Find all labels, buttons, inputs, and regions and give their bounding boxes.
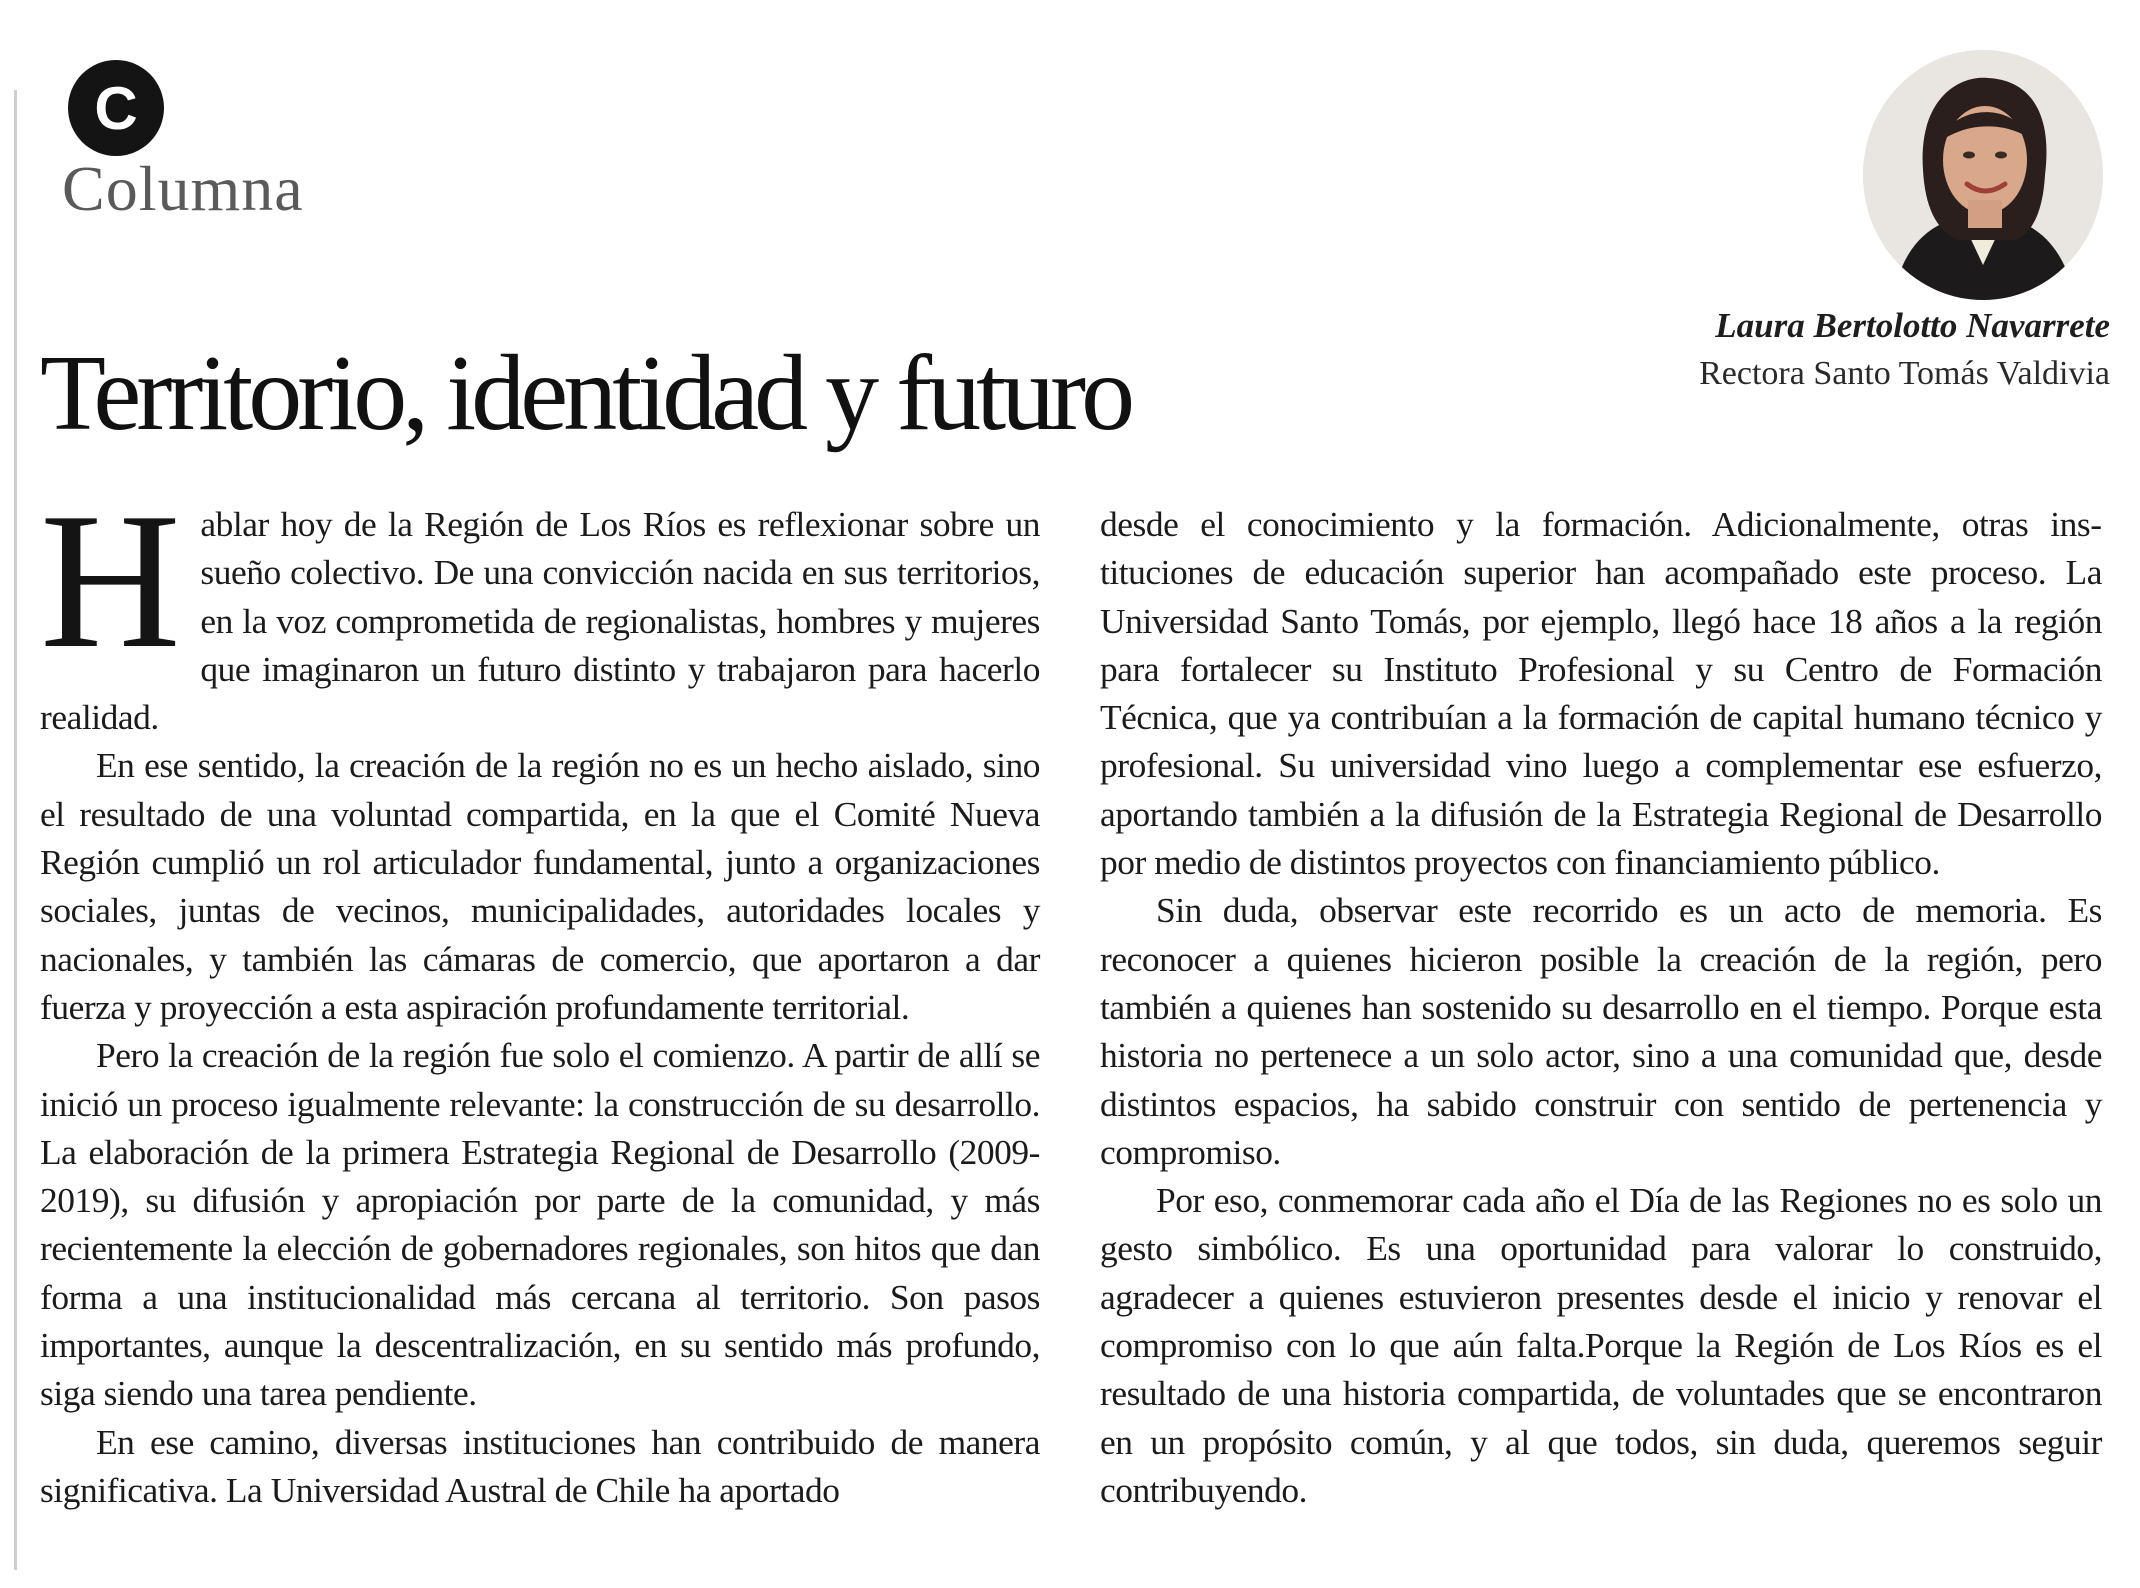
author-name: Laura Bertolotto Navarrete	[1715, 306, 2110, 345]
article-paragraph: Pero la creación de la región fue solo el comienzo. A partir de allí se inició un proceso igualmente relevante: la construcción de su desarrollo. La elaboración de la primera Estrategia Regional de Desarrollo (2009-2019), su difusión y apropiación por parte de la comunidad, y más recientemente la elección de gobernadores regionales, son hitos que dan forma a una institucionalidad más cercana al territorio. Son pasos importantes, aunque la descentralización, en su sentido más profundo, siga siendo una tarea pendiente.	[40, 1035, 1040, 1414]
article-paragraph: desde el conocimiento y la formación. Adicionalmente, otras instituciones de educación superior han acompañado este proceso. La Universidad Santo Tomás, por ejemplo, llegó hace 18 años a la región para fortalecer su Instituto Profesional y su Centro de Formación Técnica, que ya contribuían a la formación de capital humano técnico y profesional. Su universidad vino luego a complementar ese esfuerzo, aportando también a la difusión de la Estrategia Regional de Desarrollo por medio de distintos proyectos con financiamiento público.	[1100, 504, 2102, 883]
badge-letter: C	[94, 74, 138, 142]
article-column-right	[1100, 500, 2102, 1514]
author-photo	[1863, 50, 2103, 300]
article-paragraph: Sin duda, observar este recorrido es un acto de memoria. Es reconocer a quienes hicieron posible la creación de la región, pero también a quienes han sostenido su desarrollo en el tiempo. Porque esta historia no pertenece a un solo actor, sino a una comunidad que, desde distintos espacios, ha sabido construir con sentido de pertenencia y compromiso.	[1100, 890, 2102, 1172]
article-paragraph: En ese sentido, la creación de la región no es un hecho aislado, sino el resultado de una voluntad compartida, en la que el Comité Nueva Región cumplió un rol articulador fundamental, junto a organizaciones sociales, juntas de vecinos, municipalidades, autoridades locales y nacionales, y también las cámaras de comercio, que aportaron a dar fuerza y proyección a esta aspiración profundamente territorial.	[40, 745, 1040, 1027]
drop-cap: H	[40, 473, 181, 689]
left-column-rule	[14, 90, 17, 1570]
article-paragraph	[40, 473, 1040, 741]
article-column-left	[40, 473, 1040, 1514]
author-role: Rectora Santo Tomás Valdivia	[1699, 355, 2110, 392]
section-label: Columna	[62, 153, 304, 224]
author-portrait-icon	[1863, 50, 2103, 300]
article-paragraph: Por eso, conmemorar cada año el Día de las Regiones no es solo un gesto simbólico. Es una oportunidad para valorar lo construido, agradecer a quienes estuvieron presentes desde el inicio y renovar el compromiso con lo que aún falta.Porque la Región de Los Ríos es el resultado de una historia compartida, de voluntades que se encontraron en un propósito común, y al que todos, sin duda, queremos seguir contribuyendo.	[1100, 1180, 2102, 1510]
article-title: Territorio, identidad y futuro	[40, 334, 1131, 453]
column-badge-icon	[68, 60, 164, 156]
paragraph-text: ablar hoy de la Región de Los Ríos es reflexionar sobre un sueño colectivo. De una convicción nacida en sus territorios, en la voz comprometida de regionalistas, hombres y mujeres que imaginaron un futuro distinto y trabajaron para hacerlo realidad.	[40, 504, 1040, 738]
article-paragraph: En ese camino, diversas instituciones han contribuido de manera significativa. La Universidad Austral de Chile ha aportado	[40, 1421, 1040, 1510]
